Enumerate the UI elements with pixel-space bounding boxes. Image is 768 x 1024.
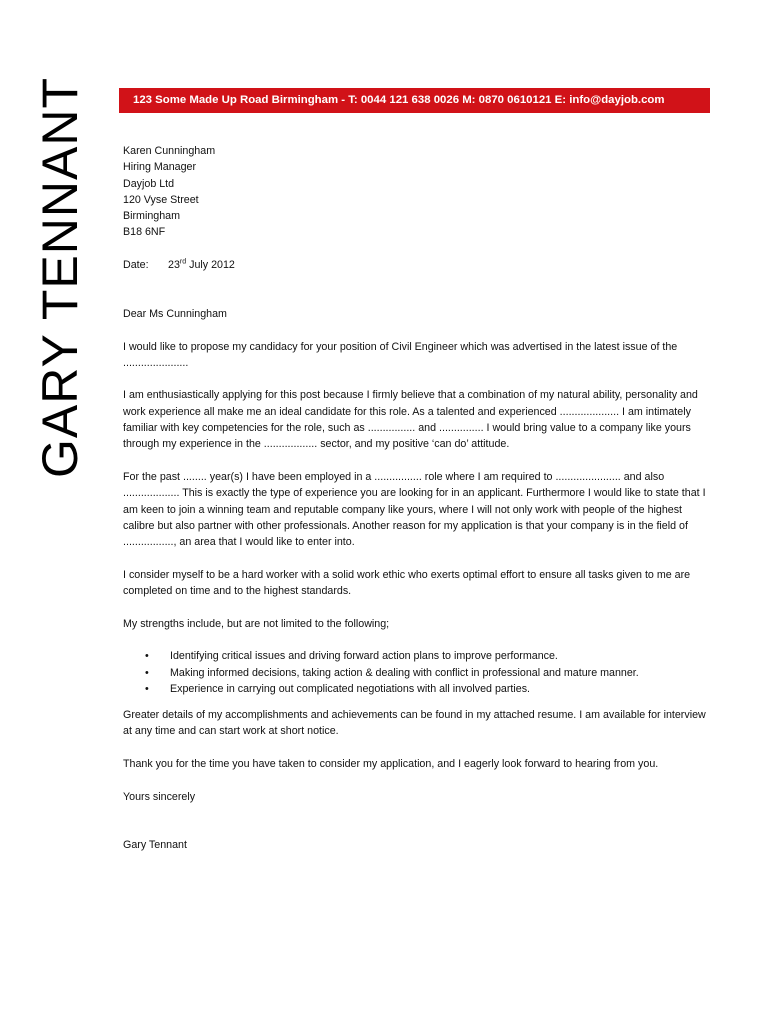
letter-body	[123, 143, 708, 854]
paragraph-intro: I would like to propose my candidacy for your position of Civil Engineer which was advertised in the latest issue of the ......................	[123, 340, 678, 369]
paragraph-strengths-intro: My strengths include, but are not limited to the following;	[123, 617, 390, 630]
date-day: 23	[168, 259, 180, 272]
recipient-postcode: B18 6NF	[123, 226, 166, 239]
recipient-street: 120 Vyse Street	[123, 193, 199, 206]
paragraph-motivation: I am enthusiastically applying for this post because I firmly believe that a combination of my natural ability, personality and work experience all make me an ideal candidate for this role. As a talented and experienced .................... I am intimately familiar with key competencies for the role, such as ................ and ............... I would bring value to a company like yours through my experience in the .................. sector, and my positive ‘can do’ attitude.	[123, 389, 698, 451]
date-rest: July 2012	[186, 259, 235, 272]
date-label: Date:	[123, 259, 149, 272]
list-item: • Experience in carrying out complicated negotiations with all involved parties.	[123, 681, 708, 697]
recipient-company: Dayjob Ltd	[123, 177, 175, 190]
recipient-title: Hiring Manager	[123, 161, 197, 174]
salutation: Dear Ms Cunningham	[123, 307, 227, 320]
list-item: • Making informed decisions, taking action & dealing with conflict in professional and mature manner.	[123, 665, 708, 681]
paragraph-work-ethic: I consider myself to be a hard worker with a solid work ethic who exerts optimal effort to ensure all tasks given to me are completed on time and to the highest standards.	[123, 568, 691, 598]
paragraph-details: Greater details of my accomplishments and achievements can be found in my attached resume. I am available for interview at any time and can start work at short notice.	[123, 709, 706, 738]
signature: Gary Tennant	[123, 839, 187, 852]
recipient-name: Karen Cunningham	[123, 145, 216, 157]
contact-bar: 123 Some Made Up Road Birmingham - T: 0044 121 638 0026 M: 0870 0610121 E: info@dayjob.com	[119, 88, 710, 113]
strengths-list	[123, 648, 708, 697]
paragraph-experience: For the past ........ year(s) I have been employed in a ................ role where I am required to ...................... and also ................... This is exactly the type of experience you are looking for in an applicant. Furthermore I would like to state that I am keen to join a winning team and reputable company like yours, where I will not only work with people of the highest calibre but also partner with other professionals. Another reason for my application is that your company is in the field of ................., an area that I would like to enter into.	[123, 470, 706, 549]
date-suffix: rd	[179, 258, 187, 266]
recipient-address	[123, 143, 708, 241]
letter-date	[123, 257, 708, 273]
sender-name-vertical: GARY TENNANT	[32, 77, 88, 478]
list-item: • Identifying critical issues and driving forward action plans to improve performance.	[123, 648, 708, 664]
sign-off: Yours sincerely	[123, 790, 196, 803]
paragraph-thanks: Thank you for the time you have taken to consider my application, and I eagerly look forward to hearing from you.	[123, 757, 659, 770]
recipient-city: Birmingham	[123, 210, 181, 223]
